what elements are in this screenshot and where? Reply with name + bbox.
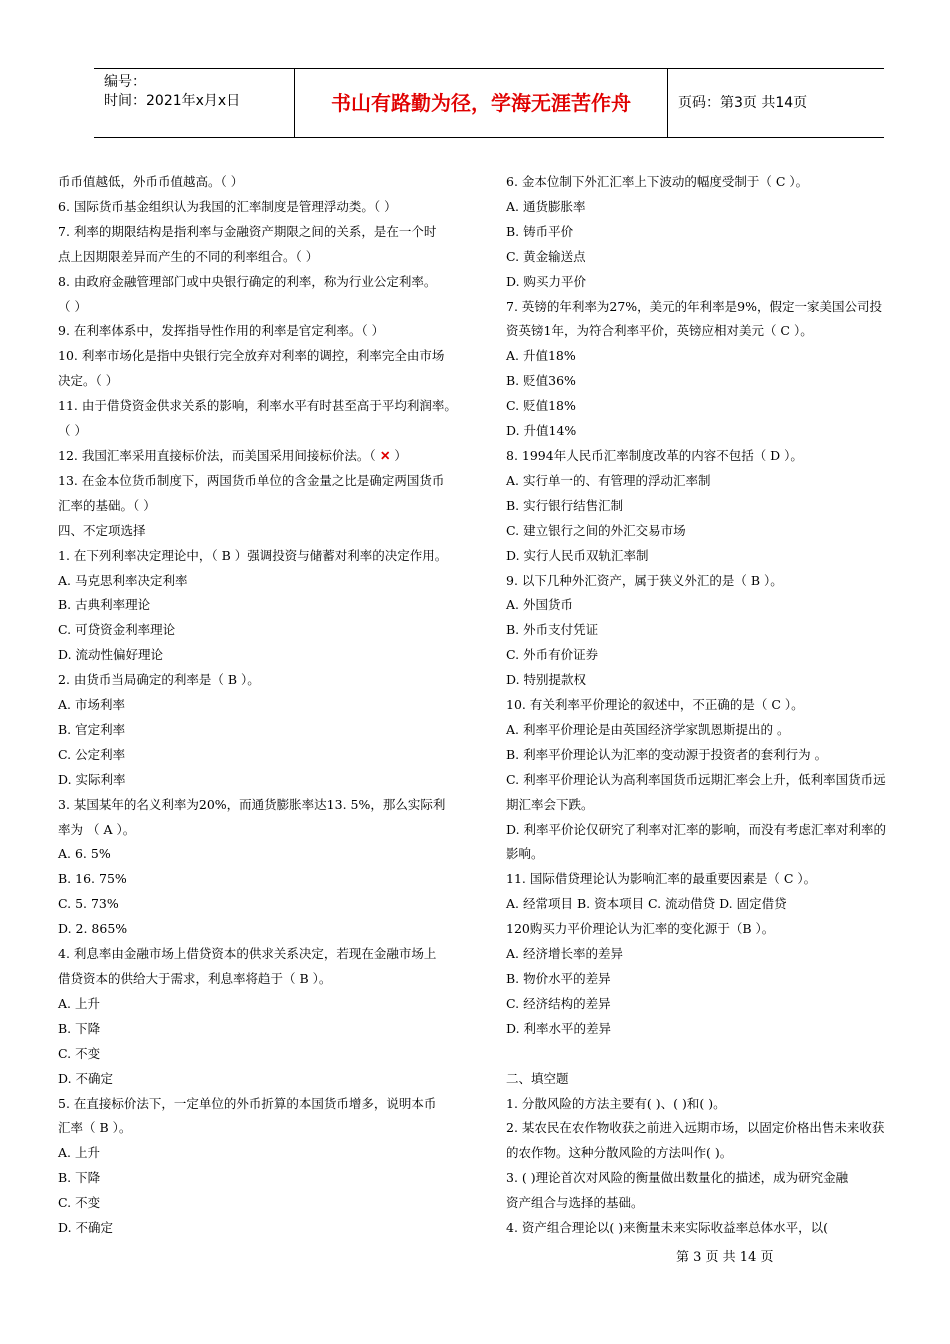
text-line [506,1042,922,1067]
text-line: （ ） [58,298,87,314]
text-line: 资产组合与选择的基础。 [506,1195,644,1211]
text-line: 期汇率会下跌。 [506,796,594,812]
text-line: 3. ( )理论首次对风险的衡量做出数量化的描述，成为研究金融 [506,1170,849,1186]
text-line: C. 利率平价理论认为高利率国货币远期汇率会上升，低利率国货币远 [506,771,886,787]
text-line: C. 黄金输送点 [506,248,586,264]
text-line: 影响。 [506,846,544,862]
text-line: 7. 利率的期限结构是指利率与金融资产期限之间的关系，是在一个时 [58,223,437,239]
text-line: A. 通货膨胀率 [506,198,586,214]
time-label: 时间：2021年x月x日 [104,93,241,109]
left-column [58,170,478,1241]
text-line: 币币值越低，外币币值越高。（ ） [58,174,244,189]
text-line: B. 铸币平价 [506,223,574,239]
page-footer: 第 3 页 共 14 页 [676,1250,774,1265]
text-line: D. 流动性偏好理论 [58,647,164,663]
text-line: 12. 我国汇率采用直接标价法，而美国采用间接标价法。（ ✕ ） [58,447,407,463]
header-motto: 书山有路勤为径，学海无涯苦作舟 [294,69,668,137]
text-line: 率为 （ A ）。 [58,821,136,837]
page-header [94,68,884,138]
text-line: B. 古典利率理论 [58,597,151,613]
text-line: 9. 在利率体系中，发挥指导性作用的利率是官定利率。（ ） [58,323,385,339]
wrong-mark-icon: ✕ [375,447,391,463]
text-line: A. 市场利率 [58,697,125,713]
text-line: D. 实行人民币双轨汇率制 [506,547,649,563]
text-line: A. 上升 [58,1145,100,1161]
text-line: 6. 国际货币基金组织认为我国的汇率制度是管理浮动类。（ ） [58,198,397,214]
text-line: 四、不定项选择 [58,522,146,538]
text-line: D. 购买力平价 [506,273,587,289]
header-meta [94,69,294,137]
text-line: C. 5. 73% [58,896,119,912]
text-line: C. 经济结构的差异 [506,995,611,1011]
text-line: C. 可贷资金利率理论 [58,622,176,638]
text-line: C. 不变 [58,1045,101,1061]
text-line: A. 利率平价理论是由英国经济学家凯恩斯提出的 。 [506,721,790,737]
text-line: 2. 某农民在农作物收获之前进入远期市场，以固定价格出售未来收获 [506,1120,885,1136]
text-line: 点上因期限差异而产生的不同的利率组合。（ ） [58,248,319,264]
text-line: A. 外国货币 [506,597,573,613]
text-line: A. 经常项目 B. 资本项目 C. 流动借贷 D. 固定借贷 [506,896,787,912]
text-line: D. 实际利率 [58,771,126,787]
text-line: B. 下降 [58,1020,101,1036]
text-line: B. 外币支付凭证 [506,622,599,638]
text-line: 6. 金本位制下外汇汇率上下波动的幅度受制于（ C ）。 [506,174,809,189]
text-line: 1. 分散风险的方法主要有( )、( )和( )。 [506,1095,726,1111]
right-column [506,170,922,1241]
text-line: 10. 利率市场化是指中央银行完全放弃对利率的调控，利率完全由市场 [58,348,445,364]
text-line: B. 16. 75% [58,871,127,887]
text-line: 5. 在直接标价法下，一定单位的外币折算的本国货币增多，说明本币 [58,1095,437,1111]
text-line: 1. 在下列利率决定理论中，（ B ）强调投资与储蓄对利率的决定作用。 [58,547,448,563]
text-line: B. 利率平价理论认为汇率的变动源于投资者的套利行为 。 [506,746,828,762]
text-line: 决定。（ ） [58,373,119,389]
text-line: D. 不确定 [58,1070,114,1086]
text-line: 的农作物。这种分散风险的方法叫作( )。 [506,1145,733,1161]
header-page-info: 页码：第3页 共14页 [678,95,808,111]
number-label: 编号： [104,74,146,90]
text-line: D. 升值14% [506,423,577,439]
text-line: D. 利率水平的差异 [506,1020,612,1036]
text-line: B. 下降 [58,1170,101,1186]
text-line: A. 马克思利率决定利率 [58,572,188,588]
text-line: B. 物价水平的差异 [506,971,611,986]
text-line: C. 不变 [58,1195,101,1211]
text-line: D. 特别提款权 [506,672,587,688]
text-line: B. 贬值36% [506,373,576,389]
text-line: A. 经济增长率的差异 [506,946,623,962]
text-line: 借贷资本的供给大于需求，利息率将趋于（ B ）。 [58,971,332,986]
text-line: B. 官定利率 [58,721,126,737]
text-line: 汇率（ B ）。 [58,1120,132,1136]
text-line: 7. 英镑的年利率为27%，美元的年利率是9%，假定一家美国公司投 [506,298,883,314]
text-line: 11. 国际借贷理论认为影响汇率的最重要因素是（ C ）。 [506,871,817,887]
text-line: C. 贬值18% [506,398,576,414]
text-line: C. 公定利率 [58,746,126,762]
text-line: 2. 由货币当局确定的利率是（ B ）。 [58,672,260,688]
text-line: D. 2. 865% [58,921,128,937]
text-line: A. 升值18% [506,348,576,364]
text-line: C. 外币有价证券 [506,647,599,663]
text-line: 120购买力平价理论认为汇率的变化源于（B ）。 [506,921,775,937]
text-line: D. 不确定 [58,1220,114,1236]
text-line: A. 上升 [58,995,100,1011]
text-line: D. 利率平价论仅研究了利率对汇率的影响，而没有考虑汇率对利率的 [506,821,887,837]
text-line: 3. 某国某年的名义利率为20%，而通货膨胀率达13. 5%，那么实际利 [58,796,446,812]
text-line: 8. 1994年人民币汇率制度改革的内容不包括（ D ）。 [506,447,803,463]
text-line: 资英镑1年，为符合利率平价，英镑应相对美元（ C ）。 [506,323,813,339]
text-line: （ ） [58,423,87,439]
text-line: C. 建立银行之间的外汇交易市场 [506,522,686,538]
text-line: A. 6. 5% [58,846,111,862]
text-line: 4. 资产组合理论以( )来衡量未来实际收益率总体水平，以( [506,1220,829,1236]
text-line: 10. 有关利率平价理论的叙述中，不正确的是（ C ）。 [506,697,804,713]
text-line: 11. 由于借贷资金供求关系的影响，利率水平有时甚至高于平均利润率。 [58,398,457,414]
text-line: 8. 由政府金融管理部门或中央银行确定的利率，称为行业公定利率。 [58,273,437,289]
text-line: 9. 以下几种外汇资产，属于狭义外汇的是（ B ）。 [506,572,783,588]
text-line: A. 实行单一的、有管理的浮动汇率制 [506,472,711,488]
text-line: 4. 利息率由金融市场上借贷资本的供求关系决定，若现在金融市场上 [58,946,437,962]
text-line: 二、填空题 [506,1070,569,1086]
text-line: B. 实行银行结售汇制 [506,497,624,513]
q12-tail: ） [390,447,407,463]
text-line: 汇率的基础。（ ） [58,497,156,513]
text-line: 13. 在金本位货币制度下，两国货币单位的含金量之比是确定两国货币 [58,472,445,488]
